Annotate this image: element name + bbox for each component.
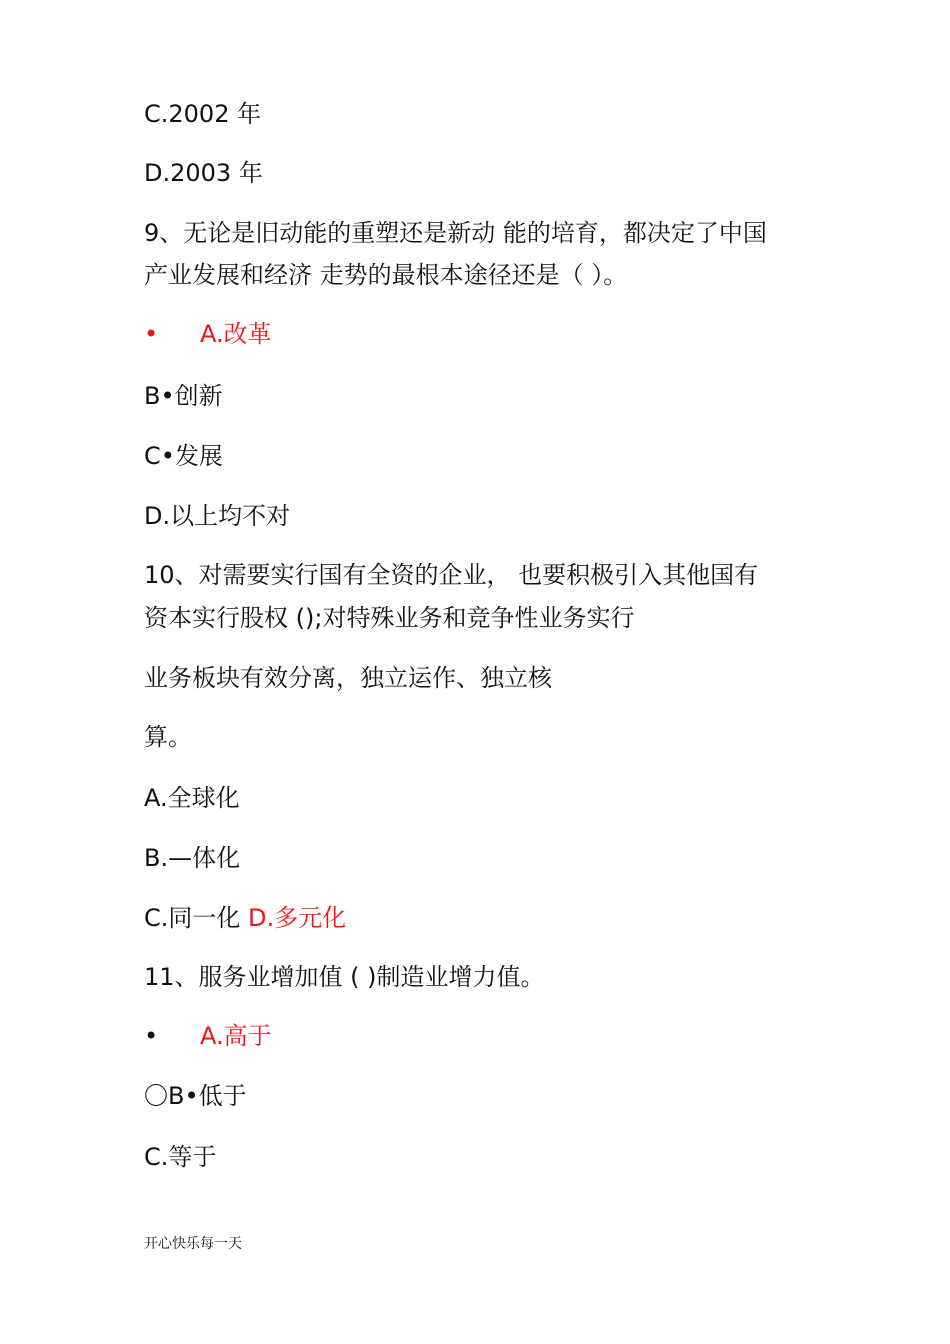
- question-10-line-4: 算。: [144, 723, 192, 751]
- question-10-line-3: 业务板块有效分离，独立运作、独立核: [144, 664, 552, 692]
- bullet-marker: •: [144, 1022, 159, 1050]
- question-9-line-2: 产业发展和经济 走势的最根本途径还是（ ）。: [144, 261, 628, 289]
- page-footer: 开心快乐每一天: [144, 1236, 242, 1252]
- option-d-q9: D.以上均不对: [144, 502, 291, 530]
- option-c-q8: C.2002 年: [144, 100, 262, 128]
- option-a-q9-text: A.改革: [200, 320, 272, 348]
- option-a-q10: A.全球化: [144, 784, 240, 812]
- option-d-q8: D.2003 年: [144, 159, 263, 187]
- option-c-q9: C•发展: [144, 442, 223, 470]
- question-10-line-2: 资本实行股权 ();对特殊业务和竞争性业务实行: [144, 604, 635, 632]
- option-b-q9: B•创新: [144, 382, 223, 410]
- option-a-q9-answer: [144, 318, 272, 350]
- question-9-line-1: 9、无论是旧动能的重塑还是新动 能的培育，都决定了中国: [144, 219, 767, 247]
- question-10-line-1: 10、对需要实行国有全资的企业， 也要积极引入其他国有: [144, 561, 759, 589]
- option-c-q10: C.同一化: [144, 904, 241, 932]
- question-11: 11、服务业增加值 ( )制造业增力值。: [144, 963, 545, 991]
- option-d-q10-answer: D.多元化: [248, 904, 347, 932]
- option-a-q11-answer: [144, 1020, 272, 1052]
- option-c-d-q10: [144, 902, 346, 934]
- option-b-q10: B.—体化: [144, 844, 241, 872]
- bullet-marker: •: [144, 320, 159, 348]
- option-c-q11: C.等于: [144, 1143, 217, 1171]
- option-a-q11-text: A.高于: [200, 1022, 272, 1050]
- option-b-q11: 〇B•低于: [144, 1082, 247, 1110]
